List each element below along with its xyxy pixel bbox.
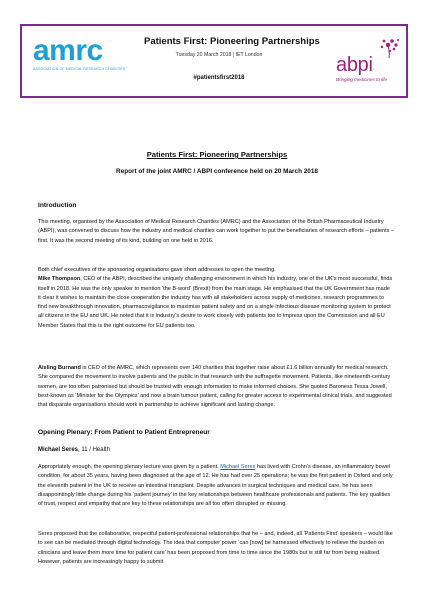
abpi-strapline: Bringing medicines to life [336,77,388,82]
plenary-paragraph-2: Seres proposed that the collaborative, respectful patient-professional relationships that he – and, indeed, all ‘Patients First’ speakers – would like to see can be mediated through digital technology. The idea that computer power ‘can [now] be harnessed effectively to relieve the burden on clinicians and leave them more time for patient care’ has been proposed from time to time since the 1980s but is still far from being realised. However, patients are increasingly happy to submit [38,531,393,565]
intro-paragraph-3-rest: is CEO of the AMRC, which represents over 140 charities that together raise about £1.6 billion annually for medical research. She compared the movement to involve patients and the public in that research with the suffragette movement. Patients, like nineteenth-century women, are too often patronised but should be trusted with enough information to make informed choices. She quoted Baroness Tessa Jowell, best-known as ‘Minister for the Olympics’ and now a brain tumour patient, calling for greater access to experimental clinical trials, and suggested that disparate organisations should work in partnership to achieve significant and lasting change. [38,365,392,409]
speaker-michael-seres: Michael Seres [38,447,79,453]
intro-paragraph-1: This meeting, organised by the Association of Medical Research Charities (AMRC) and the Association of the British Pharmaceutical Industry (ABPI), was convened to discuss how the industry and medical charities can work together to put the beneficiaries of research efforts – patients – first. It was the second meeting of its kind, building on one held in 2016. [38,219,395,244]
michael-seres-link[interactable]: Michael Seres [220,464,256,470]
plenary-heading: Opening Plenary: From Patient to Patient Entrepreneur [38,429,210,436]
amrc-wordmark: amrc [33,34,103,67]
intro-paragraph-2 [38,266,394,331]
plenary-paragraph-1-rest: has lived with Crohn’s disease, an inflammatory bowel condition, for about 35 years, having been diagnosed at the age of 12. He has had over 25 operations; he was the first patient in Oxford and only the eleventh patient in the UK to receive an intestinal transplant. Despite advances in surgical techniques and medical care, he has seen disappointingly little change during his ‘patient journey’ in the key relationships between healthcare professionals and patients. The key qualities of trust, respect and empathy that are key to these relationships are all too often disrupted or missing. [38,464,393,508]
intro-paragraph-2-start: Both chief executives of the sponsoring organisations gave short addresses to open the meeting. [38,267,276,273]
intro-paragraph-3 [38,364,394,410]
speaker-mike-thompson: Mike Thompson [38,276,81,283]
document-title: Patients First: Pioneering Partnerships [146,150,288,159]
speaker-affiliation: , 11 / Health [78,447,110,453]
abpi-wordmark: abpi [336,54,373,76]
intro-paragraph-2-rest: , CEO of the ABPI, described the uniquely challenging environment in which his industry, one of the UK's most successful, finds itself in 2018. He was the only speaker to mention ‘the B-word’ (Brexit) from the main stage. He emphasised that the UK Government has made it clear it wishes to maintain the close cooperation the industry has with all stakeholders across supply of medicines, research programmes to find new breakthrough innovation, pharmacovigilance to maximise patient safety and on a single infectious disease monitoring system to protect all citizens in the EU and UK. He noted that it is industry’s desire to work closely with patients too to impress upon the Commission and all EU Member States that this is the right outcome for EU patients too. [38,276,393,329]
speaker-line [38,446,394,455]
conference-banner [20,24,408,98]
speaker-aisling-burnand: Aisling Burnand [38,365,81,371]
banner-hashtag: #patientsfirst2018 [193,75,245,81]
introduction-heading: Introduction [38,202,77,209]
banner-date-line: Tuesday 20 March 2018 | IET London [175,52,263,58]
amrc-logo [33,36,133,72]
plenary-paragraph-1 [38,463,394,509]
document-subtitle: Report of the joint AMRC / ABPI conference held on 20 March 2018 [116,168,318,175]
banner-title: Patients First: Pioneering Partnerships [144,36,320,47]
amrc-subtitle: ASSOCIATION OF MEDICAL RESEARCH CHARITIES [33,67,126,71]
abpi-logo [322,36,404,92]
plenary-paragraph-1-start: Appropriately enough, the opening plenary lecture was given by a patient. [38,464,221,470]
